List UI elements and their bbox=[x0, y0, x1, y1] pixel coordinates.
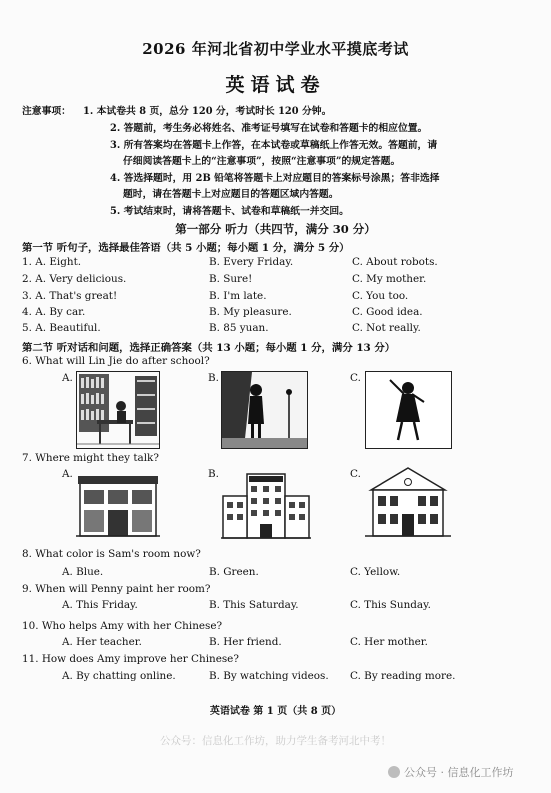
q10-option-c: C. Her mother. bbox=[350, 636, 428, 648]
q1-option-b: B. Every Friday. bbox=[209, 256, 294, 268]
q10-option-b: B. Her friend. bbox=[209, 636, 282, 648]
notice-line: 仔细阅读答题卡上的“注意事项”，按照“注意事项”的规定答题。 bbox=[123, 156, 401, 167]
page-footer: 英语试卷 第 1 页（共 8 页） bbox=[209, 706, 342, 717]
q4-option-a: 4. A. By car. bbox=[22, 306, 86, 318]
q3-option-c: C. You too. bbox=[352, 290, 409, 302]
q6-picture-a-library bbox=[76, 371, 160, 449]
notice-line: 3. 所有答案均在答题卡上作答，在本试卷或草稿纸上作答无效。答题前，请 bbox=[110, 140, 438, 151]
q9-option-a: A. This Friday. bbox=[62, 599, 138, 611]
q1-option-a: 1. A. Eight. bbox=[22, 256, 82, 268]
notice-line: 5. 考试结束时，请将答题卡、试卷和草稿纸一并交回。 bbox=[110, 206, 349, 217]
section2-title: 第二节 听对话和问题，选择正确答案（共 13 小题；每小题 1 分，满分 13 分） bbox=[22, 342, 396, 354]
q11-text: 11. How does Amy improve her Chinese? bbox=[22, 653, 239, 665]
q7-picture-c-school bbox=[365, 466, 451, 542]
notice-line: 4. 答选择题时，用 2B 铅笔将答题卡上对应题目的答案标号涂黑；答非选择 bbox=[110, 173, 440, 184]
q7-label-a: A. bbox=[62, 468, 73, 480]
q9-text: 9. When will Penny paint her room? bbox=[22, 583, 211, 595]
q7-text: 7. Where might they talk? bbox=[22, 452, 159, 464]
watermark-account bbox=[388, 764, 514, 780]
q5-option-b: B. 85 yuan. bbox=[209, 322, 269, 334]
exam-subtitle: 英语试卷 bbox=[225, 74, 326, 96]
q7-picture-b-hospital bbox=[221, 468, 311, 542]
notice-line: 1. 本试卷共 8 页，总分 120 分，考试时长 120 分钟。 bbox=[83, 106, 332, 117]
q6-picture-b-singing bbox=[221, 371, 308, 449]
q9-option-b: B. This Saturday. bbox=[209, 599, 299, 611]
q8-option-b: B. Green. bbox=[209, 566, 259, 578]
q7-label-b: B. bbox=[208, 468, 219, 480]
q2-option-c: C. My mother. bbox=[352, 273, 427, 285]
q5-option-a: 5. A. Beautiful. bbox=[22, 322, 101, 334]
watermark-account-text: 公众号 · 信息化工作坊 bbox=[404, 766, 514, 779]
notice-line: 题时，请在答题卡上对应题目的答题区域内答题。 bbox=[123, 189, 339, 200]
q8-option-a: A. Blue. bbox=[62, 566, 104, 578]
q1-option-c: C. About robots. bbox=[352, 256, 438, 268]
q8-option-c: C. Yellow. bbox=[350, 566, 401, 578]
q11-option-a: A. By chatting online. bbox=[62, 670, 176, 682]
q9-option-c: C. This Sunday. bbox=[350, 599, 431, 611]
q10-option-a: A. Her teacher. bbox=[62, 636, 142, 648]
exam-title: 2026 年河北省初中学业水平摸底考试 bbox=[142, 40, 409, 58]
q4-option-b: B. My pleasure. bbox=[209, 306, 292, 318]
q6-picture-c-dancing bbox=[365, 371, 452, 449]
q5-option-c: C. Not really. bbox=[352, 322, 421, 334]
q6-label-c: C. bbox=[350, 372, 361, 384]
q8-text: 8. What color is Sam's room now? bbox=[22, 548, 201, 560]
q6-text: 6. What will Lin Jie do after school? bbox=[22, 355, 210, 367]
q11-option-b: B. By watching videos. bbox=[209, 670, 329, 682]
q11-option-c: C. By reading more. bbox=[350, 670, 456, 682]
wechat-icon bbox=[388, 766, 400, 778]
q7-label-c: C. bbox=[350, 468, 361, 480]
q2-option-a: 2. A. Very delicious. bbox=[22, 273, 127, 285]
q6-label-a: A. bbox=[62, 372, 73, 384]
watermark-line: 公众号：信息化工作坊，助力学生备考河北中考！ bbox=[160, 735, 391, 747]
q3-option-a: 3. A. That's great! bbox=[22, 290, 118, 302]
q7-picture-a-store bbox=[76, 470, 160, 540]
q2-option-b: B. Sure! bbox=[209, 273, 253, 285]
q10-text: 10. Who helps Amy with her Chinese? bbox=[22, 620, 223, 632]
notice-label: 注意事项： bbox=[22, 106, 71, 117]
section1-title: 第一节 听句子，选择最佳答语（共 5 小题；每小题 1 分，满分 5 分） bbox=[22, 242, 350, 254]
q6-label-b: B. bbox=[208, 372, 219, 384]
part1-title: 第一部分 听力（共四节，满分 30 分） bbox=[175, 222, 376, 236]
q4-option-c: C. Good idea. bbox=[352, 306, 423, 318]
notice-line: 2. 答题前，考生务必将姓名、准考证号填写在试卷和答题卡的相应位置。 bbox=[110, 123, 428, 134]
q3-option-b: B. I'm late. bbox=[209, 290, 267, 302]
